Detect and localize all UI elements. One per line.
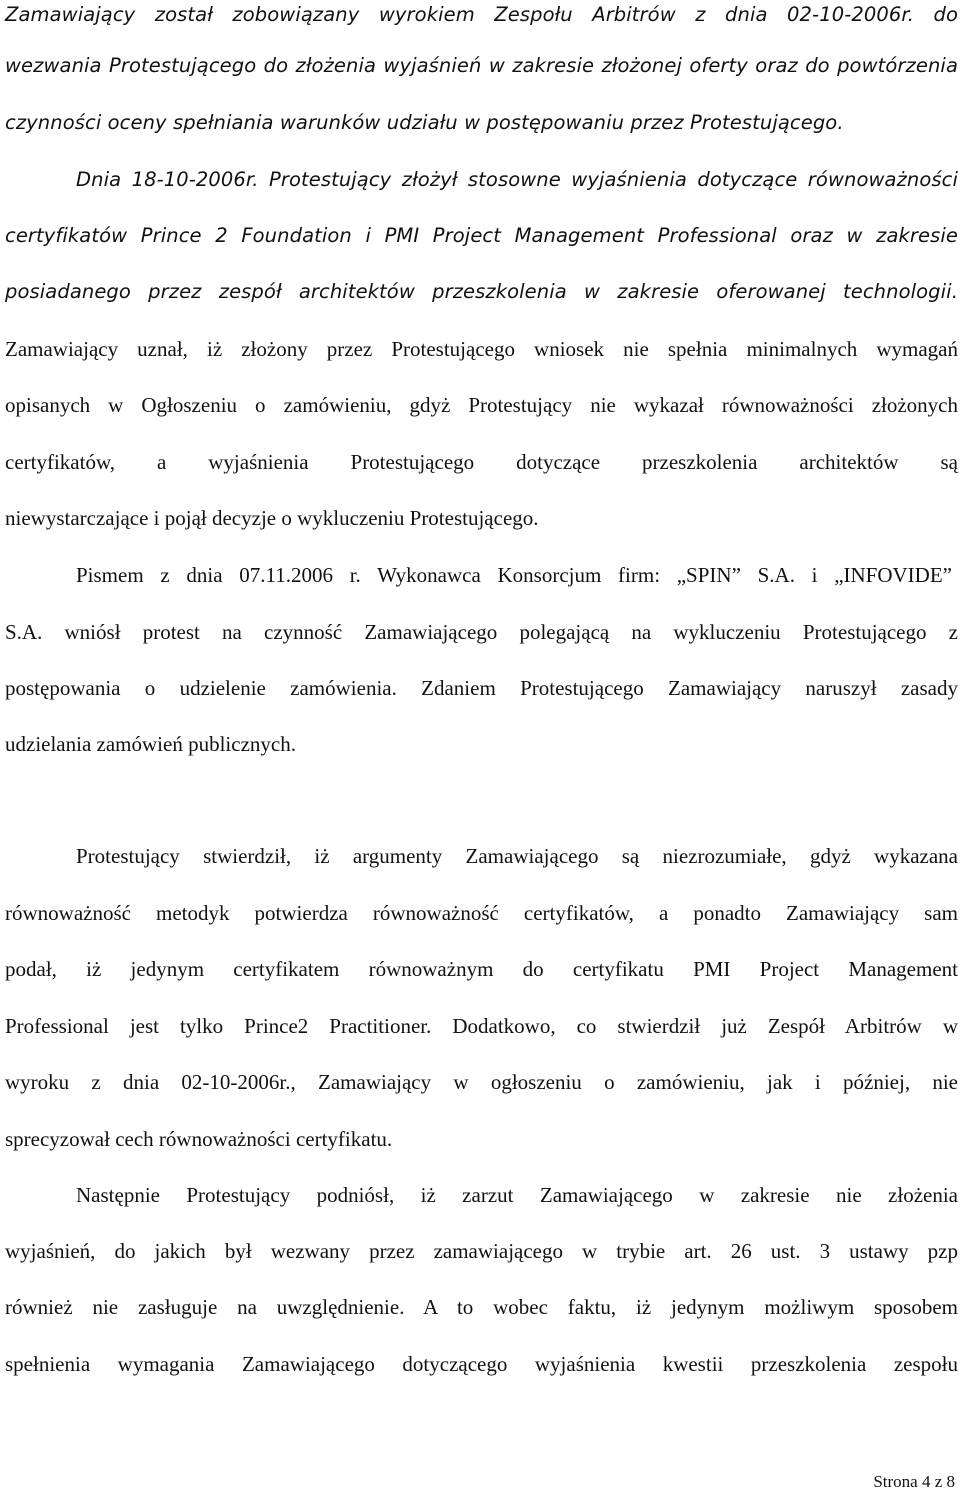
text-line: Następnie Protestujący podniósł, iż zarzut Zamawiającego w zakresie nie złożenia [76,1183,958,1207]
text-line: posiadanego przez zespół architektów przeszkolenia w zakresie oferowanej technologii. [5,280,958,303]
text-line: równoważność metodyk potwierdza równoważność certyfikatów, a ponadto Zamawiający sam [5,901,958,925]
text-line: certyfikatów, a wyjaśnienia Protestującego dotyczące przeszkolenia architektów są [5,450,958,474]
text-line: wezwania Protestującego do złożenia wyjaśnień w zakresie złożonej oferty oraz do powtórzenia [5,54,958,77]
text-line: opisanych w Ogłoszeniu o zamówieniu, gdyż Protestujący nie wykazał równoważności złożonych [5,393,958,417]
text-line: Zamawiający uznał, iż złożony przez Protestującego wniosek nie spełnia minimalnych wymagań [5,337,958,361]
text-line: Zamawiający został zobowiązany wyrokiem Zespołu Arbitrów z dnia 02-10-2006r. do [5,3,958,26]
text-line: Pismem z dnia 07.11.2006 r. Wykonawca Konsorcjum firm: „SPIN” S.A. i „INFOVIDE” [76,563,952,587]
text-line: podał, iż jedynym certyfikatem równoważnym do certyfikatu PMI Project Management [5,957,958,981]
text-line: S.A. wniósł protest na czynność Zamawiającego polegającą na wykluczeniu Protestującego z [5,620,958,644]
text-line: Dnia 18-10-2006r. Protestujący złożył stosowne wyjaśnienia dotyczące równoważności [76,168,958,191]
text-line: również nie zasługuje na uwzględnienie. A to wobec faktu, iż jedynym możliwym sposobem [5,1295,958,1319]
text-line: postępowania o udzielenie zamówienia. Zdaniem Protestującego Zamawiający naruszył zasady [5,676,958,700]
text-line: wyroku z dnia 02-10-2006r., Zamawiający w ogłoszeniu o zamówieniu, jak i później, nie [5,1070,958,1094]
text-line: Professional jest tylko Prince2 Practitioner. Dodatkowo, co stwierdził już Zespół Arbitrów w [5,1014,958,1038]
text-line: czynności oceny spełniania warunków udziału w postępowaniu przez Protestującego. [5,111,844,134]
text-line: spełnienia wymagania Zamawiającego dotyczącego wyjaśnienia kwestii przeszkolenia zespołu [5,1352,958,1376]
page-number: Strona 4 z 8 [873,1472,955,1491]
text-line: udzielania zamówień publicznych. [5,732,296,756]
text-line: certyfikatów Prince 2 Foundation i PMI Project Management Professional oraz w zakresie [5,224,958,247]
text-line: niewystarczające i pojął decyzje o wykluczeniu Protestującego. [5,506,539,530]
text-line: Protestujący stwierdził, iż argumenty Zamawiającego są niezrozumiałe, gdyż wykazana [76,844,958,868]
text-line: wyjaśnień, do jakich był wezwany przez zamawiającego w trybie art. 26 ust. 3 ustawy pzp [5,1239,958,1263]
text-line: sprecyzował cech równoważności certyfikatu. [5,1127,393,1151]
